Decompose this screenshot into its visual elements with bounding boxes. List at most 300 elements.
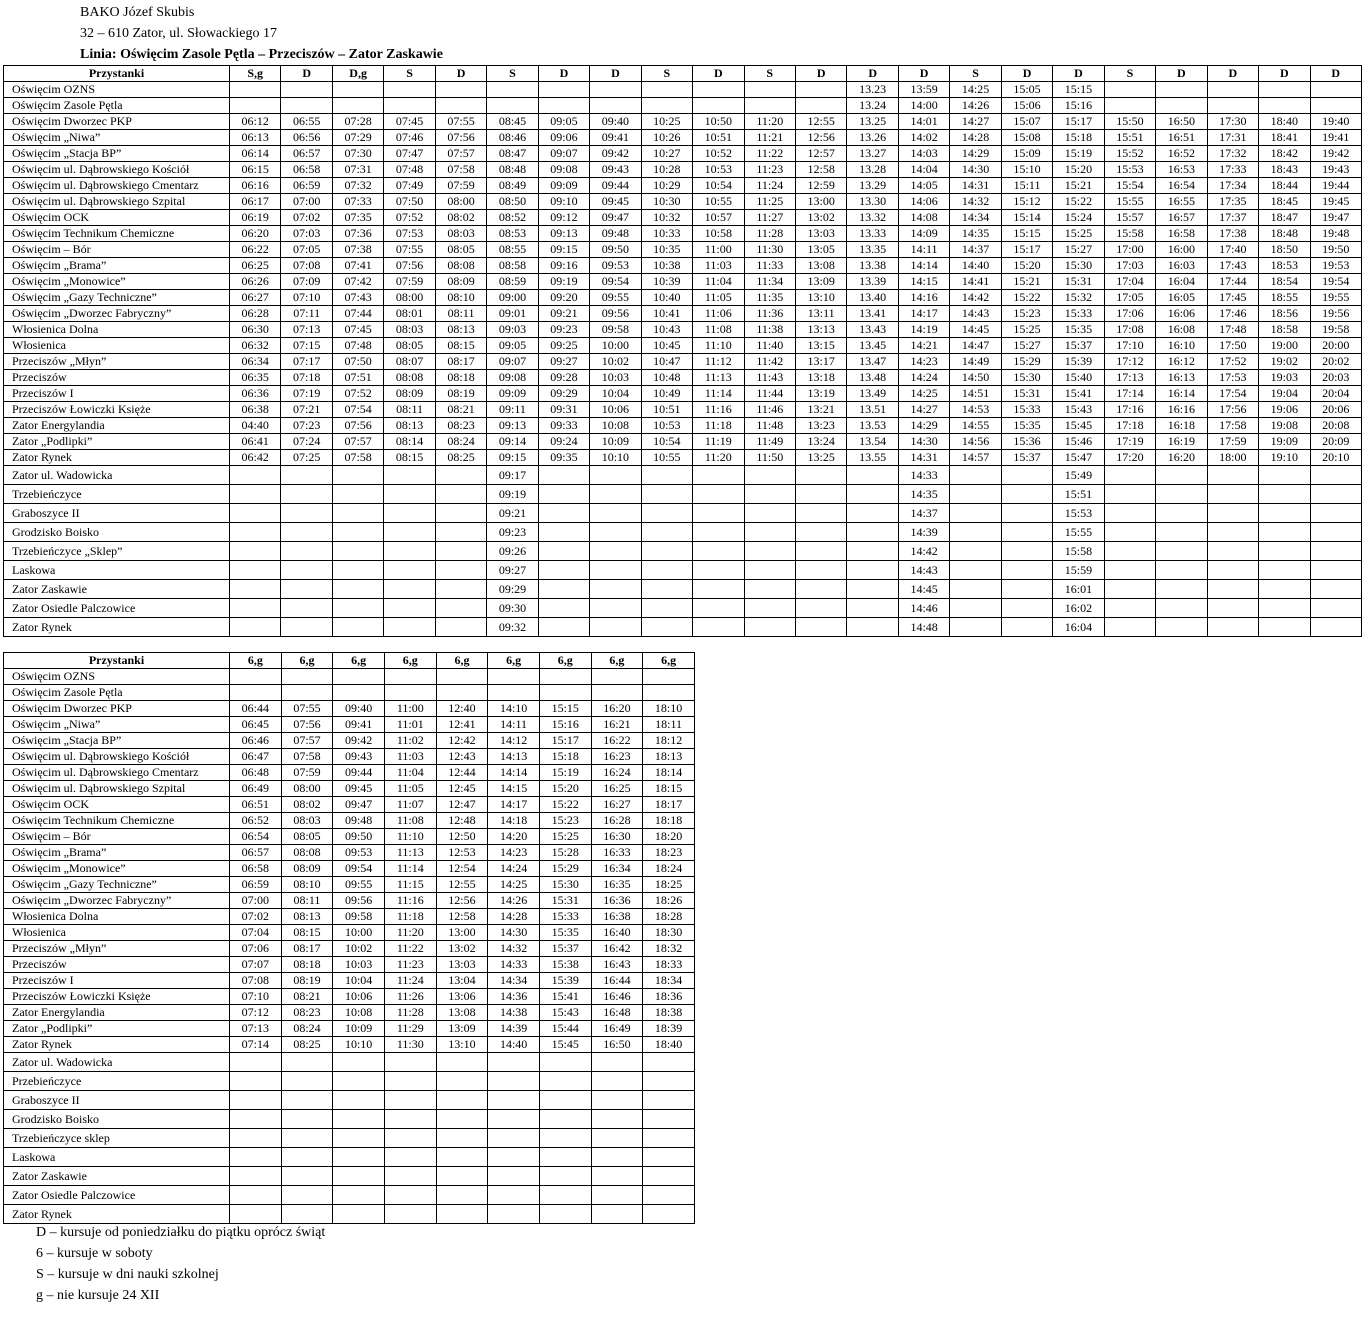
departure-time — [641, 542, 692, 561]
departure-time: 09:00 — [487, 290, 538, 306]
departure-time: 15:41 — [539, 989, 591, 1005]
departure-time — [384, 1091, 436, 1110]
column-header-day-code: S — [950, 66, 1001, 82]
departure-time: 15:50 — [1104, 114, 1155, 130]
departure-time: 07:56 — [332, 418, 383, 434]
departure-time — [1207, 485, 1258, 504]
departure-time: 08:03 — [384, 322, 435, 338]
departure-time: 18:56 — [1259, 306, 1310, 322]
departure-time — [641, 504, 692, 523]
departure-time — [488, 1110, 540, 1129]
departure-time: 07:55 — [384, 242, 435, 258]
departure-time: 10:33 — [641, 226, 692, 242]
departure-time: 09:14 — [487, 434, 538, 450]
departure-time: 13:08 — [436, 1005, 488, 1021]
departure-time — [641, 580, 692, 599]
departure-time: 11:46 — [744, 402, 795, 418]
stop-name: Oświęcim ul. Dąbrowskiego Szpital — [4, 194, 230, 210]
departure-time: 16:02 — [1053, 599, 1104, 618]
departure-time: 14:08 — [898, 210, 949, 226]
stop-name: Zator Rynek — [4, 1205, 230, 1224]
departure-time: 13:08 — [795, 258, 846, 274]
departure-time — [1259, 98, 1310, 114]
departure-time: 17:52 — [1207, 354, 1258, 370]
departure-time: 09:40 — [590, 114, 641, 130]
timetable-row — [4, 685, 695, 701]
departure-time: 06:14 — [230, 146, 281, 162]
stop-name: Oświęcim ul. Dąbrowskiego Szpital — [4, 781, 230, 797]
departure-time — [384, 542, 435, 561]
departure-time: 08:49 — [487, 178, 538, 194]
departure-time — [1310, 82, 1361, 98]
departure-time: 17:40 — [1207, 242, 1258, 258]
timetable-row — [4, 1037, 695, 1053]
departure-time: 04:40 — [230, 418, 281, 434]
departure-time: 18:50 — [1259, 242, 1310, 258]
departure-time: 16:06 — [1156, 306, 1207, 322]
departure-time: 08:19 — [435, 386, 486, 402]
departure-time: 08:00 — [281, 781, 333, 797]
departure-time — [230, 485, 281, 504]
departure-time: 09:23 — [487, 523, 538, 542]
departure-time: 10:04 — [590, 386, 641, 402]
departure-time: 09:27 — [487, 561, 538, 580]
departure-time: 18:14 — [643, 765, 695, 781]
departure-time: 14:35 — [898, 485, 949, 504]
departure-time — [641, 599, 692, 618]
departure-time: 18:58 — [1259, 322, 1310, 338]
departure-time: 19:44 — [1310, 178, 1361, 194]
departure-time: 09:54 — [590, 274, 641, 290]
departure-time: 17:59 — [1207, 434, 1258, 450]
departure-time — [384, 1167, 436, 1186]
departure-time — [847, 618, 898, 637]
departure-time: 12:44 — [436, 765, 488, 781]
departure-time: 18:00 — [1207, 450, 1258, 466]
departure-time — [539, 1072, 591, 1091]
departure-time: 07:10 — [281, 290, 332, 306]
departure-time: 15:35 — [1001, 418, 1052, 434]
departure-time: 08:23 — [281, 1005, 333, 1021]
departure-time: 07:07 — [230, 957, 282, 973]
departure-time — [435, 98, 486, 114]
departure-time — [744, 504, 795, 523]
departure-time — [950, 485, 1001, 504]
departure-time: 07:49 — [384, 178, 435, 194]
departure-time — [384, 685, 436, 701]
timetable-row — [4, 909, 695, 925]
timetable-row — [4, 130, 1362, 146]
departure-time: 06:34 — [230, 354, 281, 370]
departure-time — [643, 1091, 695, 1110]
departure-time — [950, 580, 1001, 599]
departure-time: 09:58 — [590, 322, 641, 338]
departure-time: 09:01 — [487, 306, 538, 322]
departure-time: 14:12 — [488, 733, 540, 749]
departure-time: 16:33 — [591, 845, 643, 861]
departure-time: 15:47 — [1053, 450, 1104, 466]
departure-time: 19:53 — [1310, 258, 1361, 274]
departure-time — [435, 561, 486, 580]
stop-name: Zator Zaskawie — [4, 1167, 230, 1186]
departure-time: 14:48 — [898, 618, 949, 637]
departure-time: 13:00 — [795, 194, 846, 210]
departure-time: 18:40 — [1259, 114, 1310, 130]
stop-name: Zator Osiedle Palczowice — [4, 599, 230, 618]
departure-time: 16:18 — [1156, 418, 1207, 434]
stop-name: Przeciszów — [4, 957, 230, 973]
departure-time — [384, 618, 435, 637]
departure-time: 09:31 — [538, 402, 589, 418]
timetable-row — [4, 765, 695, 781]
column-header-day-code: 6,g — [643, 653, 695, 669]
departure-time: 15:59 — [1053, 561, 1104, 580]
departure-time — [435, 523, 486, 542]
departure-time — [1259, 504, 1310, 523]
departure-time: 07:48 — [384, 162, 435, 178]
departure-time: 10:09 — [590, 434, 641, 450]
departure-time: 18:54 — [1259, 274, 1310, 290]
departure-time: 14:28 — [488, 909, 540, 925]
departure-time: 18:28 — [643, 909, 695, 925]
stop-name: Włosienica Dolna — [4, 322, 230, 338]
stop-name: Przeciszów — [4, 370, 230, 386]
departure-time: 09:07 — [487, 354, 538, 370]
departure-time: 17:30 — [1207, 114, 1258, 130]
departure-time: 08:21 — [435, 402, 486, 418]
departure-time: 19:08 — [1259, 418, 1310, 434]
departure-time: 14:04 — [898, 162, 949, 178]
departure-time — [795, 466, 846, 485]
timetable-row — [4, 1110, 695, 1129]
departure-time: 07:05 — [281, 242, 332, 258]
departure-time — [643, 669, 695, 685]
departure-time: 18:13 — [643, 749, 695, 765]
departure-time: 10:50 — [693, 114, 744, 130]
departure-time: 15:14 — [1001, 210, 1052, 226]
departure-time: 19:55 — [1310, 290, 1361, 306]
departure-time: 10:08 — [590, 418, 641, 434]
departure-time: 13.41 — [847, 306, 898, 322]
departure-time: 06:12 — [230, 114, 281, 130]
departure-time: 08:09 — [281, 861, 333, 877]
departure-time: 16:42 — [591, 941, 643, 957]
departure-time: 13.49 — [847, 386, 898, 402]
departure-time: 15:18 — [1053, 130, 1104, 146]
departure-time: 17:43 — [1207, 258, 1258, 274]
departure-time: 08:45 — [487, 114, 538, 130]
timetable-row — [4, 749, 695, 765]
departure-time: 11:33 — [744, 258, 795, 274]
column-header-day-code: D — [538, 66, 589, 82]
departure-time — [1156, 466, 1207, 485]
departure-time — [1001, 618, 1052, 637]
departure-time: 15:44 — [539, 1021, 591, 1037]
departure-time: 13:05 — [795, 242, 846, 258]
timetable-row — [4, 194, 1362, 210]
departure-time — [281, 1186, 333, 1205]
departure-time: 15:20 — [1053, 162, 1104, 178]
departure-time: 19:58 — [1310, 322, 1361, 338]
timetable-row — [4, 925, 695, 941]
departure-time: 06:48 — [230, 765, 282, 781]
timetable-row — [4, 82, 1362, 98]
departure-time: 15:29 — [539, 861, 591, 877]
stop-name: Zator „Podlipki” — [4, 1021, 230, 1037]
departure-time: 10:54 — [641, 434, 692, 450]
departure-time — [230, 82, 281, 98]
departure-time: 10:53 — [641, 418, 692, 434]
departure-time: 15:27 — [1053, 242, 1104, 258]
departure-time: 07:43 — [332, 290, 383, 306]
departure-time: 07:21 — [281, 402, 332, 418]
timetable-row — [4, 813, 695, 829]
departure-time: 20:04 — [1310, 386, 1361, 402]
departure-time: 07:50 — [384, 194, 435, 210]
departure-time — [643, 1186, 695, 1205]
departure-time: 17:16 — [1104, 402, 1155, 418]
column-header-day-code: D — [898, 66, 949, 82]
departure-time — [641, 82, 692, 98]
column-header-day-code: 6,g — [333, 653, 385, 669]
departure-time: 18:40 — [643, 1037, 695, 1053]
departure-time: 14:40 — [950, 258, 1001, 274]
departure-time — [333, 1072, 385, 1091]
departure-time — [591, 669, 643, 685]
departure-time — [795, 98, 846, 114]
departure-time — [590, 618, 641, 637]
departure-time: 13.28 — [847, 162, 898, 178]
departure-time: 15:23 — [1001, 306, 1052, 322]
departure-time: 13:10 — [795, 290, 846, 306]
departure-time — [744, 618, 795, 637]
departure-time: 14:31 — [898, 450, 949, 466]
departure-time — [1104, 466, 1155, 485]
timetable-row — [4, 98, 1362, 114]
departure-time: 19:06 — [1259, 402, 1310, 418]
departure-time: 16:40 — [591, 925, 643, 941]
departure-time: 16:20 — [591, 701, 643, 717]
departure-time — [590, 485, 641, 504]
departure-time: 07:56 — [281, 717, 333, 733]
departure-time: 15:37 — [1053, 338, 1104, 354]
departure-time: 07:52 — [384, 210, 435, 226]
departure-time: 09:44 — [590, 178, 641, 194]
departure-time: 08:23 — [435, 418, 486, 434]
departure-time: 08:18 — [281, 957, 333, 973]
header — [80, 2, 443, 65]
departure-time: 09:27 — [538, 354, 589, 370]
departure-time — [384, 1072, 436, 1091]
stop-name: Zator Rynek — [4, 618, 230, 637]
departure-time: 08:17 — [281, 941, 333, 957]
departure-time — [332, 580, 383, 599]
departure-time — [281, 561, 332, 580]
departure-time — [332, 466, 383, 485]
departure-time — [1104, 599, 1155, 618]
timetable-row — [4, 1072, 695, 1091]
column-header-day-code: D — [1053, 66, 1104, 82]
departure-time: 08:03 — [435, 226, 486, 242]
departure-time: 07:24 — [281, 434, 332, 450]
departure-time: 14:30 — [950, 162, 1001, 178]
departure-time: 06:59 — [230, 877, 282, 893]
departure-time: 07:35 — [332, 210, 383, 226]
departure-time — [487, 98, 538, 114]
departure-time: 07:09 — [281, 274, 332, 290]
departure-time: 08:15 — [435, 338, 486, 354]
departure-time: 09:15 — [487, 450, 538, 466]
departure-time: 08:08 — [384, 370, 435, 386]
departure-time: 15:45 — [539, 1037, 591, 1053]
departure-time: 07:08 — [281, 258, 332, 274]
departure-time: 14:27 — [950, 114, 1001, 130]
departure-time — [591, 1186, 643, 1205]
departure-time: 08:03 — [281, 813, 333, 829]
departure-time: 13:13 — [795, 322, 846, 338]
departure-time: 17:35 — [1207, 194, 1258, 210]
departure-time — [1001, 466, 1052, 485]
departure-time — [1207, 466, 1258, 485]
departure-time — [230, 580, 281, 599]
departure-time: 16:20 — [1156, 450, 1207, 466]
departure-time — [591, 1148, 643, 1167]
departure-time: 08:55 — [487, 242, 538, 258]
departure-time — [641, 98, 692, 114]
departure-time: 11:22 — [744, 146, 795, 162]
departure-time: 14:05 — [898, 178, 949, 194]
departure-time: 07:36 — [332, 226, 383, 242]
departure-time: 14:34 — [488, 973, 540, 989]
timetable-row — [4, 1148, 695, 1167]
departure-time — [230, 542, 281, 561]
departure-time: 11:16 — [384, 893, 436, 909]
departure-time: 06:15 — [230, 162, 281, 178]
departure-time: 13:10 — [436, 1037, 488, 1053]
departure-time: 13:19 — [795, 386, 846, 402]
departure-time: 15:40 — [1053, 370, 1104, 386]
departure-time: 14:34 — [950, 210, 1001, 226]
departure-time: 06:51 — [230, 797, 282, 813]
column-header-day-code: 6,g — [281, 653, 333, 669]
departure-time: 09:07 — [538, 146, 589, 162]
departure-time: 19:50 — [1310, 242, 1361, 258]
departure-time — [693, 523, 744, 542]
departure-time: 16:22 — [591, 733, 643, 749]
departure-time: 15:35 — [539, 925, 591, 941]
header-row — [4, 66, 1362, 82]
column-header-day-code: 6,g — [488, 653, 540, 669]
departure-time: 11:10 — [384, 829, 436, 845]
departure-time: 08:21 — [281, 989, 333, 1005]
departure-time: 16:35 — [591, 877, 643, 893]
departure-time — [643, 1129, 695, 1148]
departure-time: 09:45 — [590, 194, 641, 210]
departure-time: 09:06 — [538, 130, 589, 146]
departure-time — [795, 485, 846, 504]
departure-time: 08:09 — [384, 386, 435, 402]
timetable-row — [4, 618, 1362, 637]
departure-time: 06:55 — [281, 114, 332, 130]
departure-time: 06:57 — [281, 146, 332, 162]
stop-name: Oświęcim OZNS — [4, 82, 230, 98]
departure-time — [230, 523, 281, 542]
departure-time: 08:11 — [435, 306, 486, 322]
departure-time — [538, 98, 589, 114]
departure-time: 07:12 — [230, 1005, 282, 1021]
departure-time: 09:16 — [538, 258, 589, 274]
departure-time: 16:52 — [1156, 146, 1207, 162]
departure-time: 10:55 — [641, 450, 692, 466]
departure-time — [281, 466, 332, 485]
stop-name: Oświęcim Zasole Pętla — [4, 685, 230, 701]
departure-time: 11:30 — [384, 1037, 436, 1053]
departure-time: 10:53 — [693, 162, 744, 178]
column-header-day-code: D — [847, 66, 898, 82]
departure-time — [332, 599, 383, 618]
departure-time: 10:28 — [641, 162, 692, 178]
stop-name: Oświęcim „Niwa” — [4, 717, 230, 733]
departure-time — [538, 504, 589, 523]
departure-time: 11:08 — [693, 322, 744, 338]
departure-time: 08:00 — [384, 290, 435, 306]
timetable-row — [4, 717, 695, 733]
departure-time: 12:58 — [795, 162, 846, 178]
departure-time: 10:00 — [590, 338, 641, 354]
departure-time — [436, 1186, 488, 1205]
departure-time: 13:15 — [795, 338, 846, 354]
departure-time: 15:25 — [539, 829, 591, 845]
departure-time — [384, 466, 435, 485]
timetable-row — [4, 701, 695, 717]
departure-time: 14:29 — [898, 418, 949, 434]
departure-time — [488, 1053, 540, 1072]
departure-time: 18:44 — [1259, 178, 1310, 194]
departure-time — [436, 1091, 488, 1110]
departure-time: 18:12 — [643, 733, 695, 749]
departure-time: 06:56 — [281, 130, 332, 146]
column-header-day-code: 6,g — [230, 653, 282, 669]
departure-time — [332, 561, 383, 580]
departure-time: 09:19 — [538, 274, 589, 290]
departure-time: 18:38 — [643, 1005, 695, 1021]
departure-time: 12:45 — [436, 781, 488, 797]
departure-time: 09:13 — [538, 226, 589, 242]
departure-time: 15:55 — [1053, 523, 1104, 542]
departure-time: 13.29 — [847, 178, 898, 194]
departure-time — [643, 1053, 695, 1072]
departure-time: 13:18 — [795, 370, 846, 386]
departure-time: 09:56 — [333, 893, 385, 909]
departure-time — [538, 561, 589, 580]
departure-time: 07:04 — [230, 925, 282, 941]
departure-time — [693, 561, 744, 580]
departure-time — [641, 523, 692, 542]
departure-time: 16:58 — [1156, 226, 1207, 242]
departure-time: 14:56 — [950, 434, 1001, 450]
departure-time: 06:16 — [230, 178, 281, 194]
departure-time: 10:43 — [641, 322, 692, 338]
departure-time: 12:40 — [436, 701, 488, 717]
departure-time: 18:34 — [643, 973, 695, 989]
departure-time: 14:06 — [898, 194, 949, 210]
timetable-row — [4, 989, 695, 1005]
departure-time — [1104, 542, 1155, 561]
departure-time: 07:57 — [435, 146, 486, 162]
departure-time: 11:03 — [693, 258, 744, 274]
departure-time: 16:49 — [591, 1021, 643, 1037]
departure-time — [1001, 504, 1052, 523]
